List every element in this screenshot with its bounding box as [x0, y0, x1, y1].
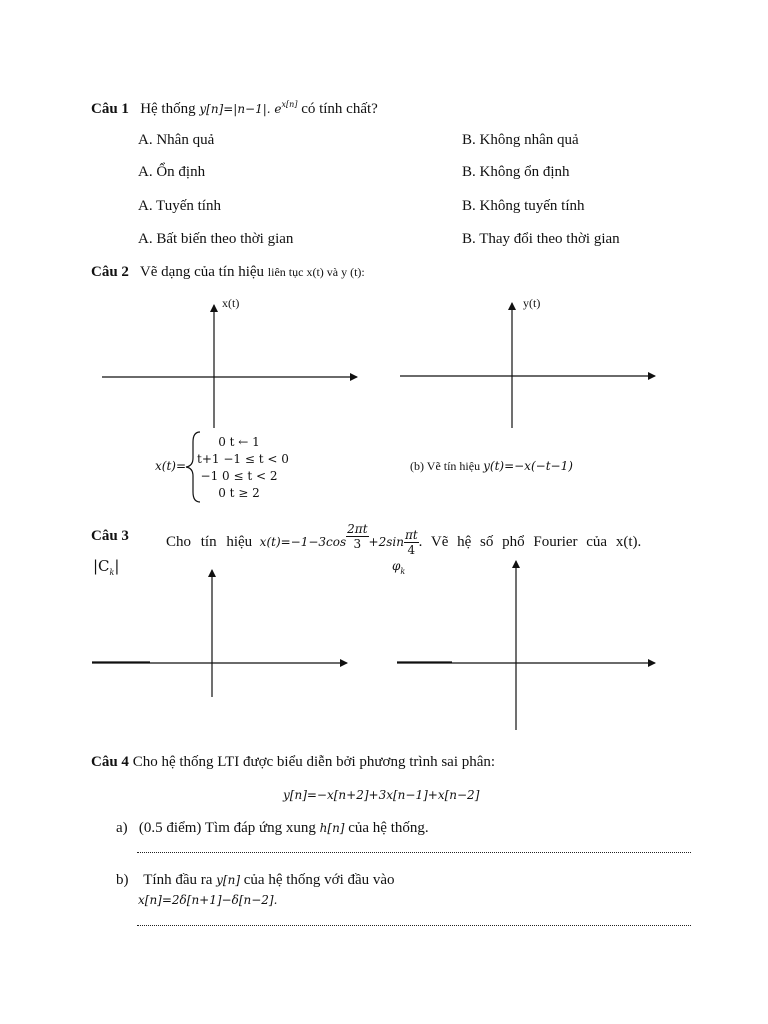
- q1-option-b-1: B. Không nhân quả: [462, 132, 579, 148]
- q1-formula-exponent: x[n]: [281, 100, 298, 109]
- answer-line-a[interactable]: [137, 852, 691, 853]
- q4-label: Câu 4: [91, 754, 129, 770]
- q1-option-a-1: A. Nhân quả: [138, 132, 215, 148]
- case-4: 0 t ≥ 2: [218, 486, 260, 500]
- q4-part-a-marker: a): [116, 820, 128, 836]
- q3-label: Câu 3: [91, 528, 129, 544]
- q4-part-b-formula: y[n]: [216, 873, 240, 887]
- ck-axes: [92, 570, 347, 697]
- q2-text-small: liên tục x(t) và y (t):: [267, 265, 365, 279]
- q1-text-post: có tính chất?: [301, 101, 378, 117]
- q3-frac1: $\frac{2\pi t}{3}$: [347, 522, 368, 551]
- q4-part-b-text: Tính đầu ra: [143, 872, 213, 888]
- q4-part-b-marker: b): [116, 872, 129, 888]
- case-3: −1 0 ≤ t < 2: [200, 469, 278, 483]
- q4-part-a: [116, 820, 429, 837]
- q2-part-b: [410, 459, 573, 474]
- q2-part-b-formula: y(t)=−x(−t−1): [483, 459, 573, 473]
- q1-option-a-3: A. Tuyến tính: [138, 198, 221, 214]
- piecewise-cases: [197, 434, 289, 502]
- q4-part-b: [116, 872, 395, 889]
- phi-axes: [397, 561, 655, 730]
- q4-part-a-formula: h[n]: [319, 821, 345, 835]
- q3-formula-a: x(t)=−1−3cos: [259, 534, 347, 549]
- q3-text-post: . Vẽ hệ số phổ Fourier của x(t).: [418, 533, 642, 550]
- q2-text: Vẽ dạng của tín hiệu: [139, 264, 265, 280]
- ck-axis-label: $|C_k|$: [93, 557, 120, 577]
- case-2: t+1 −1 ≤ t < 0: [197, 452, 289, 466]
- q1-option-a-2: A. Ổn định: [138, 164, 206, 180]
- yt-axis-label: y(t): [523, 296, 541, 310]
- q3-formula-b: +2sin: [368, 534, 404, 549]
- q4-text: Cho hệ thống LTI được biểu diễn bởi phương trình sai phân:: [132, 754, 496, 770]
- q4-question: [91, 754, 495, 771]
- q3-frac2: $\frac{\pi t}{4}$: [404, 528, 418, 557]
- q4-part-a-text: (0.5 điểm) Tìm đáp ứng xung: [138, 820, 316, 836]
- yt-axes: [400, 303, 655, 428]
- q1-option-b-3: B. Không tuyến tính: [462, 198, 585, 214]
- q1-option-a-4: A. Bất biến theo thời gian: [138, 231, 294, 247]
- q2-label: Câu 2: [91, 264, 129, 280]
- phi-axis-label: $\varphi_k$: [392, 559, 406, 576]
- case-1: 0 t ← 1: [218, 435, 260, 449]
- q3-text: Cho tín hiệu: [166, 533, 253, 550]
- xt-axes: [102, 305, 357, 428]
- q1-text: Hệ thống: [140, 101, 196, 117]
- q1-option-b-2: B. Không ổn định: [462, 164, 570, 180]
- q2-part-b-text: (b) Vẽ tín hiệu: [410, 459, 481, 473]
- q4-equation: y[n]=−x[n+2]+3x[n−1]+x[n−2]: [283, 788, 480, 802]
- q1-formula: y[n]=|n−1|. e: [199, 102, 282, 116]
- q1-option-b-4: B. Thay đổi theo thời gian: [462, 231, 620, 247]
- piecewise-lhs: x(t)=: [155, 459, 187, 473]
- q1-label: Câu 1: [91, 101, 129, 117]
- q4-part-a-text-post: của hệ thống.: [348, 820, 429, 836]
- q4-part-b-input: x[n]=2δ[n+1]−δ[n−2].: [138, 893, 278, 907]
- xt-axis-label: x(t): [222, 296, 240, 310]
- answer-line-b[interactable]: [137, 925, 691, 926]
- q3-question: [166, 522, 694, 557]
- q4-part-b-text-post: của hệ thống với đầu vào: [243, 872, 395, 888]
